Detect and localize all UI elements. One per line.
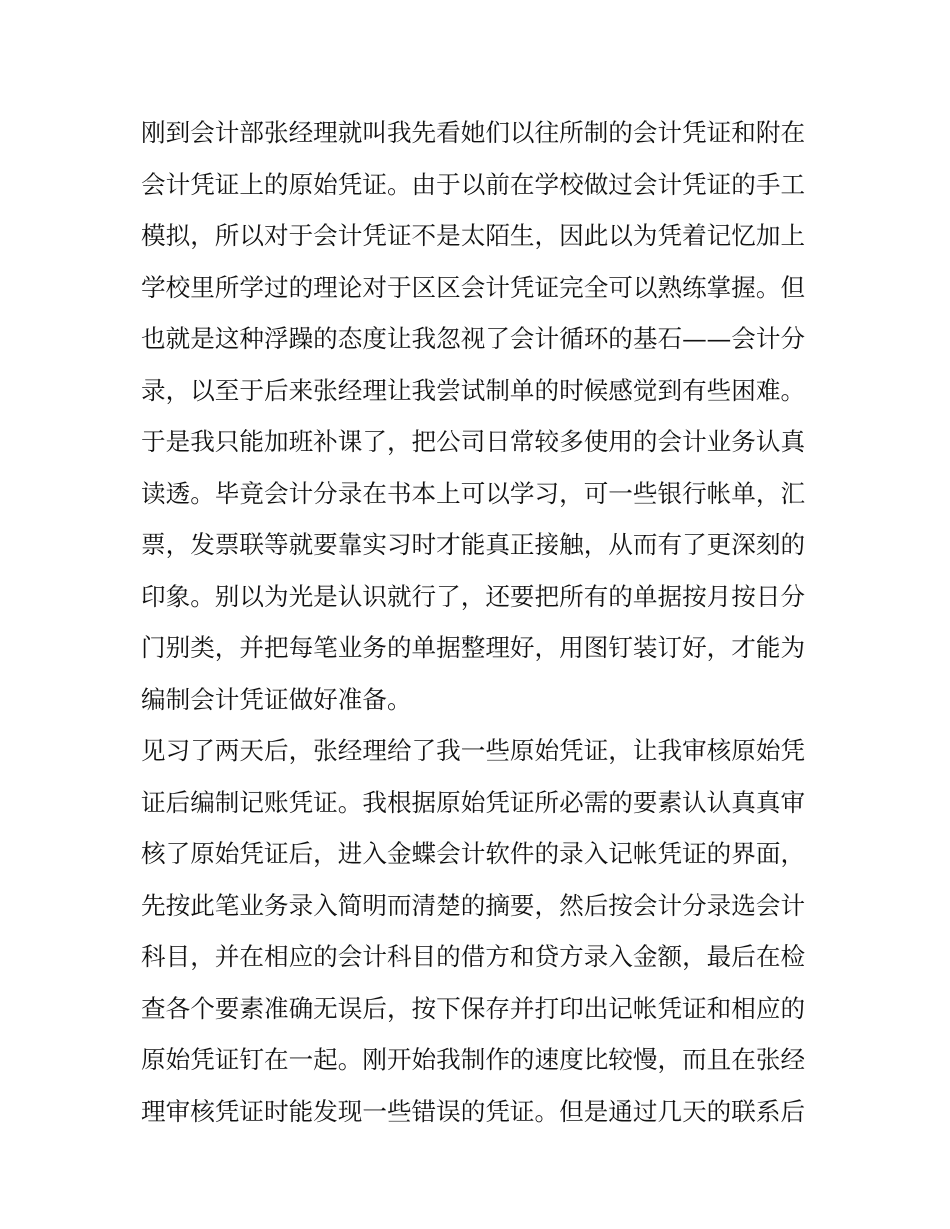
text-line: 会计凭证上的原始凭证。由于以前在学校做过会计凭证的手工 [141,169,806,199]
text-line: 刚到会计部张经理就叫我先看她们以往所制的会计凭证和附在 [141,118,806,147]
text-line: 于是我只能加班补课了，把公司日常较多使用的会计业务认真 [141,427,806,456]
text-line: 科目，并在相应的会计科目的借方和贷方录入金额，最后在检 [141,942,806,971]
text-line: 查各个要素准确无误后，按下保存并打印出记帐凭证和相应的 [141,993,806,1023]
text-line: 见习了两天后，张经理给了我一些原始凭证，让我审核原始凭 [141,736,806,765]
text-line: 编制会计凭证做好准备。 [141,684,412,714]
text-line: 原始凭证钉在一起。刚开始我制作的速度比较慢，而且在张经 [141,1045,806,1074]
body-text [141,107,821,1137]
text-line: 理审核凭证时能发现一些错误的凭证。但是通过几天的联系后 [141,1096,806,1126]
text-line: 先按此笔业务录入简明而清楚的摘要，然后按会计分录选会计 [141,890,806,920]
text-line: 读透。毕竟会计分录在书本上可以学习，可一些银行帐单，汇 [141,478,806,508]
text-line: 录，以至于后来张经理让我尝试制单的时候感觉到有些困难。 [141,375,806,405]
text-line: 票，发票联等就要靠实习时才能真正接触，从而有了更深刻的 [141,530,806,559]
text-line: 核了原始凭证后，进入金蝶会计软件的录入记帐凭证的界面， [141,839,806,868]
text-line: 模拟，所以对于会计凭证不是太陌生，因此以为凭着记忆加上 [141,221,806,250]
text-line: 也就是这种浮躁的态度让我忽视了会计循环的基石——会计分 [141,324,806,353]
text-line: 印象。别以为光是认识就行了，还要把所有的单据按月按日分 [141,581,806,611]
text-line: 学校里所学过的理论对于区区会计凭证完全可以熟练掌握。但 [141,272,806,302]
text-line: 门别类，并把每笔业务的单据整理好，用图钉装订好，才能为 [141,633,806,662]
text-line: 证后编制记账凭证。我根据原始凭证所必需的要素认认真真审 [141,787,806,817]
